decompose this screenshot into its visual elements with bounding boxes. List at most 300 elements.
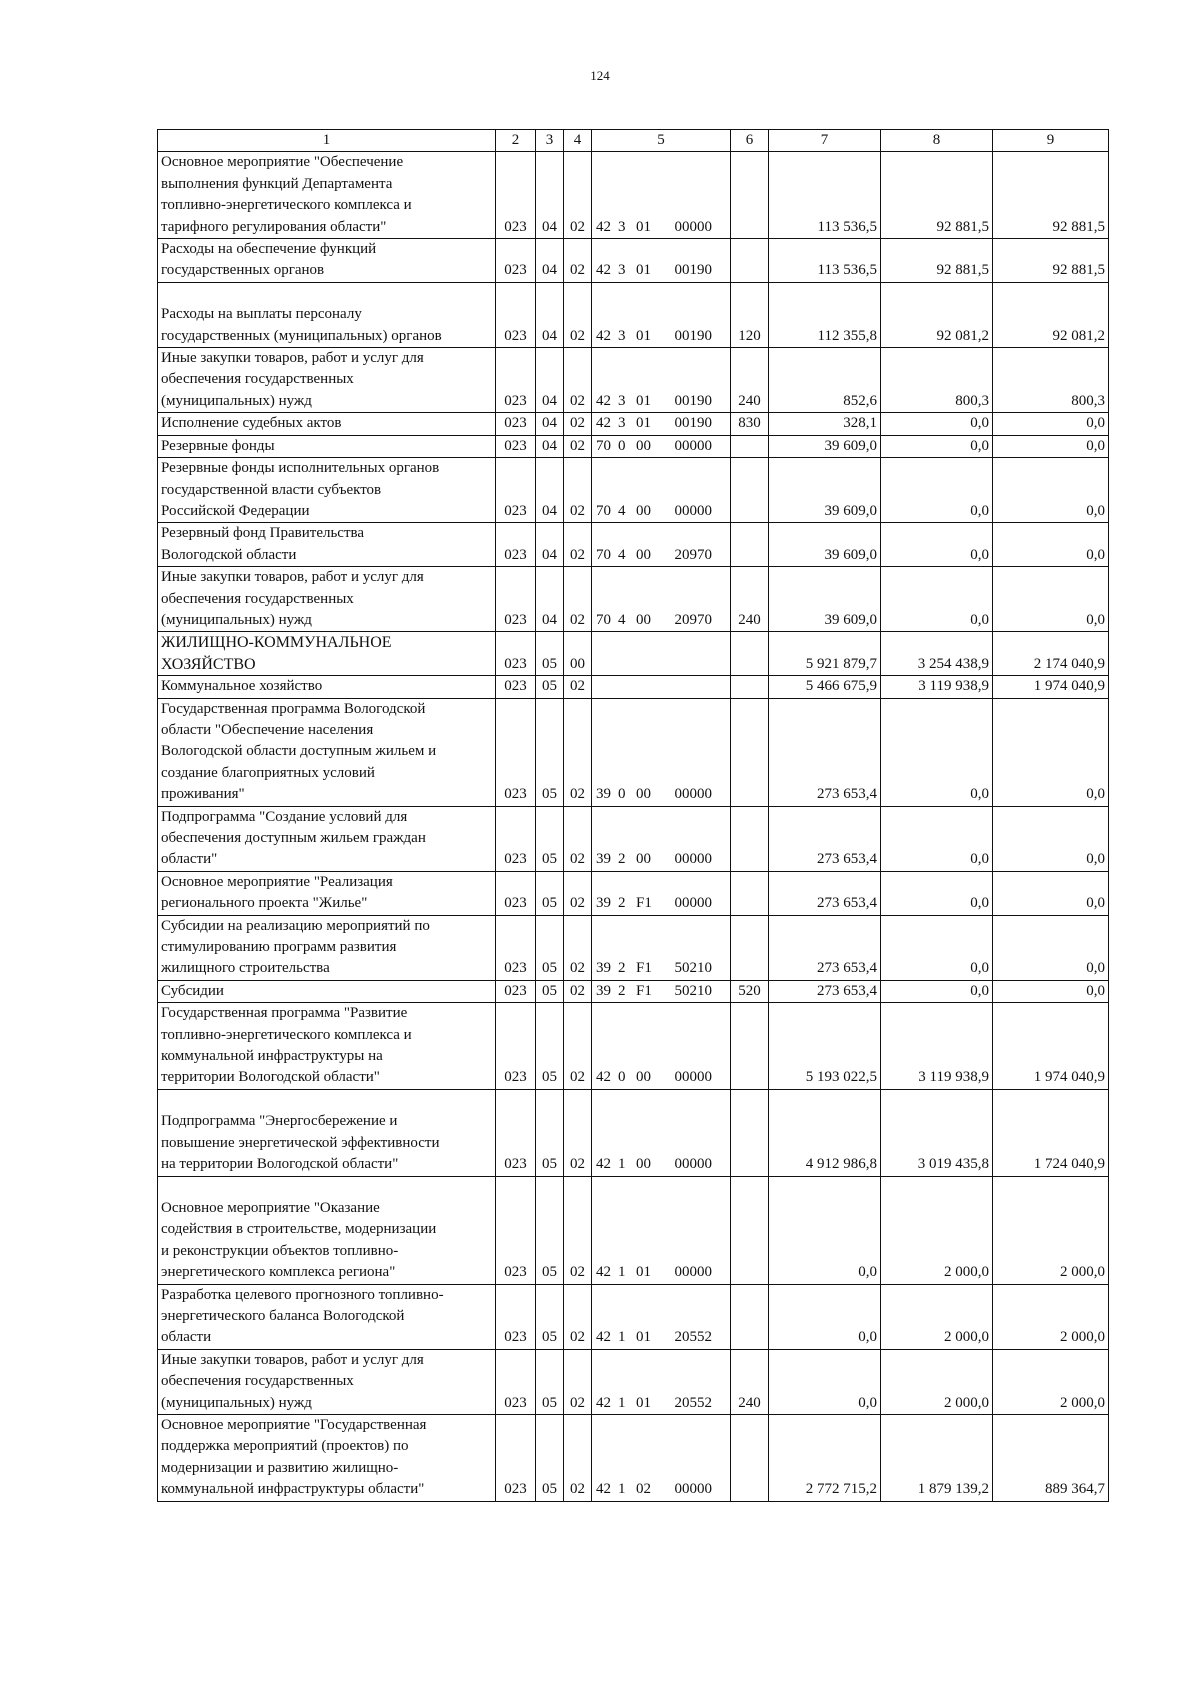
cell-section-code: 05 (536, 1349, 564, 1414)
table-row (158, 806, 1109, 871)
table-row (158, 1003, 1109, 1090)
description-line: энергетического баланса Вологодской (161, 1307, 405, 1324)
cell-subsection-code: 02 (564, 1284, 592, 1349)
target-article-part: 1 (618, 1394, 626, 1411)
table-row (158, 239, 1109, 283)
cell-expense-type (731, 239, 769, 283)
header-col-9: 9 (993, 130, 1109, 152)
cell-amount-2: 2 000,0 (881, 1176, 993, 1284)
cell-target-article (592, 282, 731, 347)
cell-subsection-code: 02 (564, 980, 592, 1002)
cell-section-code: 05 (536, 1284, 564, 1349)
row-description (158, 413, 496, 435)
target-article-part: 00000 (674, 895, 712, 912)
row-description (158, 1284, 496, 1349)
description-line: Расходы на обеспечение функций (161, 241, 377, 258)
cell-amount-3: 0,0 (993, 698, 1109, 806)
cell-subsection-code: 02 (564, 413, 592, 435)
description-line: Вологодской области доступным жильем и (161, 743, 437, 760)
cell-amount-3: 0,0 (993, 567, 1109, 632)
cell-ministry-code: 023 (496, 1414, 536, 1501)
cell-subsection-code: 02 (564, 806, 592, 871)
target-article-part: 01 (636, 218, 651, 235)
cell-amount-2: 800,3 (881, 348, 993, 413)
description-line: Резервный фонд Правительства (161, 525, 365, 542)
target-article-part: 00000 (674, 851, 712, 868)
target-article-part: 1 (618, 1481, 626, 1498)
cell-section-code: 04 (536, 282, 564, 347)
cell-amount-3: 0,0 (993, 413, 1109, 435)
table-row (158, 523, 1109, 567)
cell-target-article (592, 435, 731, 457)
cell-subsection-code: 02 (564, 1089, 592, 1176)
cell-subsection-code: 02 (564, 435, 592, 457)
target-article-part: 00190 (674, 415, 712, 432)
description-line: Иные закупки товаров, работ и услуг для (161, 350, 424, 367)
cell-amount-2: 0,0 (881, 698, 993, 806)
cell-expense-type (731, 1003, 769, 1090)
cell-subsection-code: 02 (564, 1176, 592, 1284)
cell-subsection-code: 02 (564, 458, 592, 523)
target-article-part: 00 (636, 1069, 651, 1086)
target-article-part: 20970 (674, 611, 712, 628)
cell-target-article (592, 806, 731, 871)
cell-amount-3: 0,0 (993, 458, 1109, 523)
description-line: области (161, 1329, 212, 1346)
description-line: коммунальной инфраструктуры области" (161, 1481, 425, 1498)
target-article-part: 20552 (674, 1394, 712, 1411)
description-line: Иные закупки товаров, работ и услуг для (161, 1351, 424, 1368)
page-number: 124 (590, 68, 610, 83)
cell-ministry-code: 023 (496, 435, 536, 457)
cell-ministry-code: 023 (496, 523, 536, 567)
row-description (158, 1003, 496, 1090)
cell-amount-1: 2 772 715,2 (769, 1414, 881, 1501)
cell-expense-type (731, 458, 769, 523)
description-line: Расходы на выплаты персоналу (161, 306, 362, 323)
cell-ministry-code: 023 (496, 282, 536, 347)
target-article-part: 01 (636, 327, 651, 344)
cell-subsection-code: 02 (564, 1414, 592, 1501)
cell-section-code: 05 (536, 1003, 564, 1090)
cell-amount-1: 0,0 (769, 1284, 881, 1349)
cell-amount-1: 273 653,4 (769, 980, 881, 1002)
target-article-part: 0 (618, 437, 626, 454)
cell-section-code: 05 (536, 676, 564, 698)
cell-target-article (592, 152, 731, 239)
cell-section-code: 04 (536, 239, 564, 283)
cell-amount-3: 0,0 (993, 806, 1109, 871)
cell-section-code: 04 (536, 435, 564, 457)
cell-target-article (592, 458, 731, 523)
cell-amount-3: 2 000,0 (993, 1176, 1109, 1284)
target-article-part: 50210 (674, 960, 712, 977)
cell-amount-2: 0,0 (881, 567, 993, 632)
cell-amount-3: 2 174 040,9 (993, 632, 1109, 676)
row-description (158, 435, 496, 457)
cell-target-article (592, 1284, 731, 1349)
table-row (158, 152, 1109, 239)
cell-section-code: 05 (536, 915, 564, 980)
cell-expense-type: 830 (731, 413, 769, 435)
cell-ministry-code: 023 (496, 915, 536, 980)
cell-amount-1: 0,0 (769, 1349, 881, 1414)
description-line: тарифного регулирования области" (161, 218, 387, 235)
cell-amount-1: 273 653,4 (769, 915, 881, 980)
cell-amount-2: 0,0 (881, 458, 993, 523)
description-line: выполнения функций Департамента (161, 175, 393, 192)
cell-target-article (592, 1349, 731, 1414)
header-col-3: 3 (536, 130, 564, 152)
cell-amount-1: 273 653,4 (769, 871, 881, 915)
cell-subsection-code: 02 (564, 915, 592, 980)
cell-ministry-code: 023 (496, 413, 536, 435)
cell-expense-type: 120 (731, 282, 769, 347)
description-line: государственных (муниципальных) органов (161, 327, 442, 344)
cell-amount-3: 889 364,7 (993, 1414, 1109, 1501)
target-article-part: 39 (596, 786, 611, 803)
target-article-part: 00 (636, 611, 651, 628)
table-row (158, 458, 1109, 523)
cell-subsection-code: 02 (564, 698, 592, 806)
target-article-part: 39 (596, 960, 611, 977)
table-row (158, 1176, 1109, 1284)
target-article-part: 20970 (674, 546, 712, 563)
target-article-part: F1 (636, 982, 652, 999)
cell-expense-type: 240 (731, 348, 769, 413)
cell-amount-3: 800,3 (993, 348, 1109, 413)
description-line: (муниципальных) нужд (161, 611, 312, 628)
table-row (158, 676, 1109, 698)
target-article-part: 00000 (674, 437, 712, 454)
row-description (158, 676, 496, 698)
cell-section-code: 04 (536, 567, 564, 632)
target-article-part: 4 (618, 546, 626, 563)
description-line: Исполнение судебных актов (161, 415, 342, 432)
cell-amount-3: 0,0 (993, 523, 1109, 567)
description-line: создание благоприятных условий (161, 764, 375, 781)
target-article-part: 1 (618, 1156, 626, 1173)
row-description (158, 458, 496, 523)
target-article-part: 00 (636, 851, 651, 868)
table-row (158, 980, 1109, 1002)
description-line: области" (161, 851, 218, 868)
cell-amount-2: 92 881,5 (881, 239, 993, 283)
cell-amount-3: 2 000,0 (993, 1349, 1109, 1414)
cell-target-article (592, 915, 731, 980)
cell-amount-1: 39 609,0 (769, 567, 881, 632)
target-article-part: 00 (636, 437, 651, 454)
cell-amount-1: 113 536,5 (769, 152, 881, 239)
table-row (158, 413, 1109, 435)
target-article-part: F1 (636, 895, 652, 912)
cell-amount-3: 1 974 040,9 (993, 676, 1109, 698)
target-article-part: 42 (596, 262, 611, 279)
target-article-part: 42 (596, 415, 611, 432)
target-article-part: 42 (596, 1069, 611, 1086)
target-article-part: 00000 (674, 1156, 712, 1173)
table-row (158, 1284, 1109, 1349)
cell-section-code: 05 (536, 806, 564, 871)
cell-section-code: 04 (536, 413, 564, 435)
cell-expense-type (731, 435, 769, 457)
cell-subsection-code: 02 (564, 1003, 592, 1090)
cell-amount-2: 0,0 (881, 915, 993, 980)
description-line: проживания" (161, 786, 245, 803)
cell-section-code: 04 (536, 348, 564, 413)
target-article-part: 3 (618, 415, 626, 432)
description-line: Разработка целевого прогнозного топливно- (161, 1286, 444, 1303)
cell-subsection-code: 02 (564, 676, 592, 698)
description-line: регионального проекта "Жилье" (161, 895, 368, 912)
cell-amount-1: 5 466 675,9 (769, 676, 881, 698)
target-article-part: 70 (596, 546, 611, 563)
cell-target-article (592, 523, 731, 567)
cell-ministry-code: 023 (496, 871, 536, 915)
target-article-part: 1 (618, 1264, 626, 1281)
target-article-part: 01 (636, 1264, 651, 1281)
cell-amount-3: 0,0 (993, 871, 1109, 915)
target-article-part: 01 (636, 392, 651, 409)
row-description (158, 632, 496, 676)
row-description (158, 152, 496, 239)
target-article-part: 3 (618, 327, 626, 344)
cell-expense-type (731, 1176, 769, 1284)
description-line (161, 283, 494, 304)
cell-amount-1: 39 609,0 (769, 523, 881, 567)
cell-section-code: 05 (536, 1176, 564, 1284)
row-description (158, 871, 496, 915)
header-col-6: 6 (731, 130, 769, 152)
description-line: и реконструкции объектов топливно- (161, 1242, 399, 1259)
target-article-part: 42 (596, 1394, 611, 1411)
description-line: Резервные фонды исполнительных органов (161, 460, 440, 477)
target-article-part: 42 (596, 1329, 611, 1346)
table-row (158, 1089, 1109, 1176)
target-article-part: 3 (618, 262, 626, 279)
cell-amount-2: 0,0 (881, 980, 993, 1002)
description-line: Государственная программа Вологодской (161, 700, 426, 717)
cell-ministry-code: 023 (496, 1284, 536, 1349)
target-article-part: 42 (596, 218, 611, 235)
target-article-part: 00000 (674, 1069, 712, 1086)
target-article-part: 2 (618, 895, 626, 912)
description-line: Иные закупки товаров, работ и услуг для (161, 569, 424, 586)
description-line: Коммунальное хозяйство (161, 678, 323, 695)
cell-target-article (592, 1003, 731, 1090)
description-line: стимулированию программ развития (161, 939, 397, 956)
cell-amount-3: 92 881,5 (993, 239, 1109, 283)
description-line: (муниципальных) нужд (161, 392, 312, 409)
cell-section-code: 05 (536, 980, 564, 1002)
header-col-5: 5 (592, 130, 731, 152)
cell-amount-1: 273 653,4 (769, 806, 881, 871)
table-row (158, 698, 1109, 806)
target-article-part: 00190 (674, 262, 712, 279)
cell-expense-type (731, 698, 769, 806)
row-description (158, 1089, 496, 1176)
target-article-part: F1 (636, 960, 652, 977)
cell-amount-1: 0,0 (769, 1176, 881, 1284)
table-row (158, 915, 1109, 980)
cell-amount-3: 92 881,5 (993, 152, 1109, 239)
description-line: Российской Федерации (161, 502, 310, 519)
table-header (158, 130, 1109, 152)
cell-amount-2: 0,0 (881, 523, 993, 567)
target-article-part: 00 (636, 546, 651, 563)
target-article-part: 01 (636, 262, 651, 279)
description-line: Подпрограмма "Энергосбережение и (161, 1113, 398, 1130)
description-line: поддержка мероприятий (проектов) по (161, 1438, 409, 1455)
cell-ministry-code: 023 (496, 698, 536, 806)
cell-ministry-code: 023 (496, 632, 536, 676)
cell-amount-2: 3 254 438,9 (881, 632, 993, 676)
cell-amount-2: 0,0 (881, 413, 993, 435)
cell-amount-3: 0,0 (993, 980, 1109, 1002)
target-article-part: 00190 (674, 392, 712, 409)
target-article-part: 3 (618, 218, 626, 235)
target-article-part: 2 (618, 851, 626, 868)
cell-expense-type (731, 152, 769, 239)
table-row (158, 348, 1109, 413)
target-article-part: 4 (618, 611, 626, 628)
cell-expense-type (731, 1089, 769, 1176)
row-description (158, 1414, 496, 1501)
target-article-part: 01 (636, 1329, 651, 1346)
row-description (158, 239, 496, 283)
cell-expense-type (731, 1284, 769, 1349)
cell-amount-1: 112 355,8 (769, 282, 881, 347)
row-description (158, 1349, 496, 1414)
target-article-part: 20552 (674, 1329, 712, 1346)
cell-target-article (592, 871, 731, 915)
cell-amount-2: 92 881,5 (881, 152, 993, 239)
target-article-part: 70 (596, 611, 611, 628)
description-line: Основное мероприятие "Государственная (161, 1416, 427, 1433)
description-line: ЖИЛИЩНО-КОММУНАЛЬНОЕ (161, 634, 392, 652)
target-article-part: 42 (596, 1156, 611, 1173)
cell-amount-2: 3 119 938,9 (881, 676, 993, 698)
cell-amount-2: 0,0 (881, 871, 993, 915)
cell-target-article (592, 698, 731, 806)
cell-expense-type (731, 1414, 769, 1501)
description-line: Резервные фонды (161, 437, 275, 454)
target-article-part: 42 (596, 327, 611, 344)
cell-subsection-code: 02 (564, 348, 592, 413)
target-article-part: 50210 (674, 982, 712, 999)
table-row (158, 871, 1109, 915)
cell-amount-2: 2 000,0 (881, 1284, 993, 1349)
cell-section-code: 04 (536, 523, 564, 567)
cell-subsection-code: 02 (564, 1349, 592, 1414)
target-article-part: 02 (636, 1481, 651, 1498)
target-article-part: 00000 (674, 786, 712, 803)
cell-amount-2: 3 019 435,8 (881, 1089, 993, 1176)
target-article-part: 00000 (674, 1481, 712, 1498)
cell-amount-1: 4 912 986,8 (769, 1089, 881, 1176)
target-article-part: 42 (596, 1264, 611, 1281)
cell-amount-3: 1 974 040,9 (993, 1003, 1109, 1090)
header-col-1: 1 (158, 130, 496, 152)
target-article-part: 0 (618, 1069, 626, 1086)
description-line: топливно-энергетического комплекса и (161, 197, 412, 214)
cell-amount-3: 1 724 040,9 (993, 1089, 1109, 1176)
description-line: Вологодской области (161, 546, 297, 563)
target-article-part: 3 (618, 392, 626, 409)
header-row (158, 130, 1109, 152)
cell-ministry-code: 023 (496, 1089, 536, 1176)
row-description (158, 915, 496, 980)
cell-expense-type (731, 915, 769, 980)
budget-table (157, 129, 1109, 1502)
cell-expense-type: 240 (731, 1349, 769, 1414)
cell-amount-3: 2 000,0 (993, 1284, 1109, 1349)
cell-ministry-code: 023 (496, 1176, 536, 1284)
cell-expense-type (731, 676, 769, 698)
cell-subsection-code: 02 (564, 282, 592, 347)
cell-amount-1: 852,6 (769, 348, 881, 413)
target-article-part: 39 (596, 851, 611, 868)
description-line: повышение энергетической эффективности (161, 1134, 440, 1151)
cell-expense-type (731, 632, 769, 676)
target-article-part: 2 (618, 982, 626, 999)
target-article-part: 00 (636, 786, 651, 803)
cell-target-article (592, 239, 731, 283)
cell-section-code: 04 (536, 458, 564, 523)
description-line: модернизации и развитию жилищно- (161, 1459, 399, 1476)
description-line: Государственная программа "Развитие (161, 1005, 408, 1022)
cell-target-article (592, 348, 731, 413)
table-row (158, 1414, 1109, 1501)
target-article-part: 00 (636, 1156, 651, 1173)
cell-amount-2: 1 879 139,2 (881, 1414, 993, 1501)
header-col-8: 8 (881, 130, 993, 152)
description-line: топливно-энергетического комплекса и (161, 1026, 412, 1043)
description-line: обеспечения государственных (161, 371, 354, 388)
cell-ministry-code: 023 (496, 152, 536, 239)
description-line: территории Вологодской области" (161, 1069, 380, 1086)
target-article-part: 42 (596, 1481, 611, 1498)
cell-expense-type (731, 523, 769, 567)
cell-subsection-code: 00 (564, 632, 592, 676)
description-line: энергетического комплекса региона" (161, 1264, 396, 1281)
target-article-part: 00000 (674, 502, 712, 519)
cell-target-article (592, 567, 731, 632)
cell-ministry-code: 023 (496, 1349, 536, 1414)
cell-amount-2: 3 119 938,9 (881, 1003, 993, 1090)
cell-amount-1: 328,1 (769, 413, 881, 435)
description-line: Основное мероприятие "Обеспечение (161, 154, 404, 171)
cell-ministry-code: 023 (496, 806, 536, 871)
cell-target-article (592, 1414, 731, 1501)
cell-subsection-code: 02 (564, 567, 592, 632)
description-line: Основное мероприятие "Оказание (161, 1199, 380, 1216)
row-description (158, 698, 496, 806)
description-line (161, 1090, 494, 1111)
cell-subsection-code: 02 (564, 523, 592, 567)
target-article-part: 70 (596, 502, 611, 519)
table-row (158, 1349, 1109, 1414)
cell-amount-2: 0,0 (881, 435, 993, 457)
cell-target-article (592, 632, 731, 676)
target-article-part: 00190 (674, 327, 712, 344)
target-article-part: 0 (618, 786, 626, 803)
cell-target-article (592, 413, 731, 435)
cell-ministry-code: 023 (496, 458, 536, 523)
description-line: Подпрограмма "Создание условий для (161, 808, 408, 825)
cell-amount-1: 273 653,4 (769, 698, 881, 806)
row-description (158, 980, 496, 1002)
